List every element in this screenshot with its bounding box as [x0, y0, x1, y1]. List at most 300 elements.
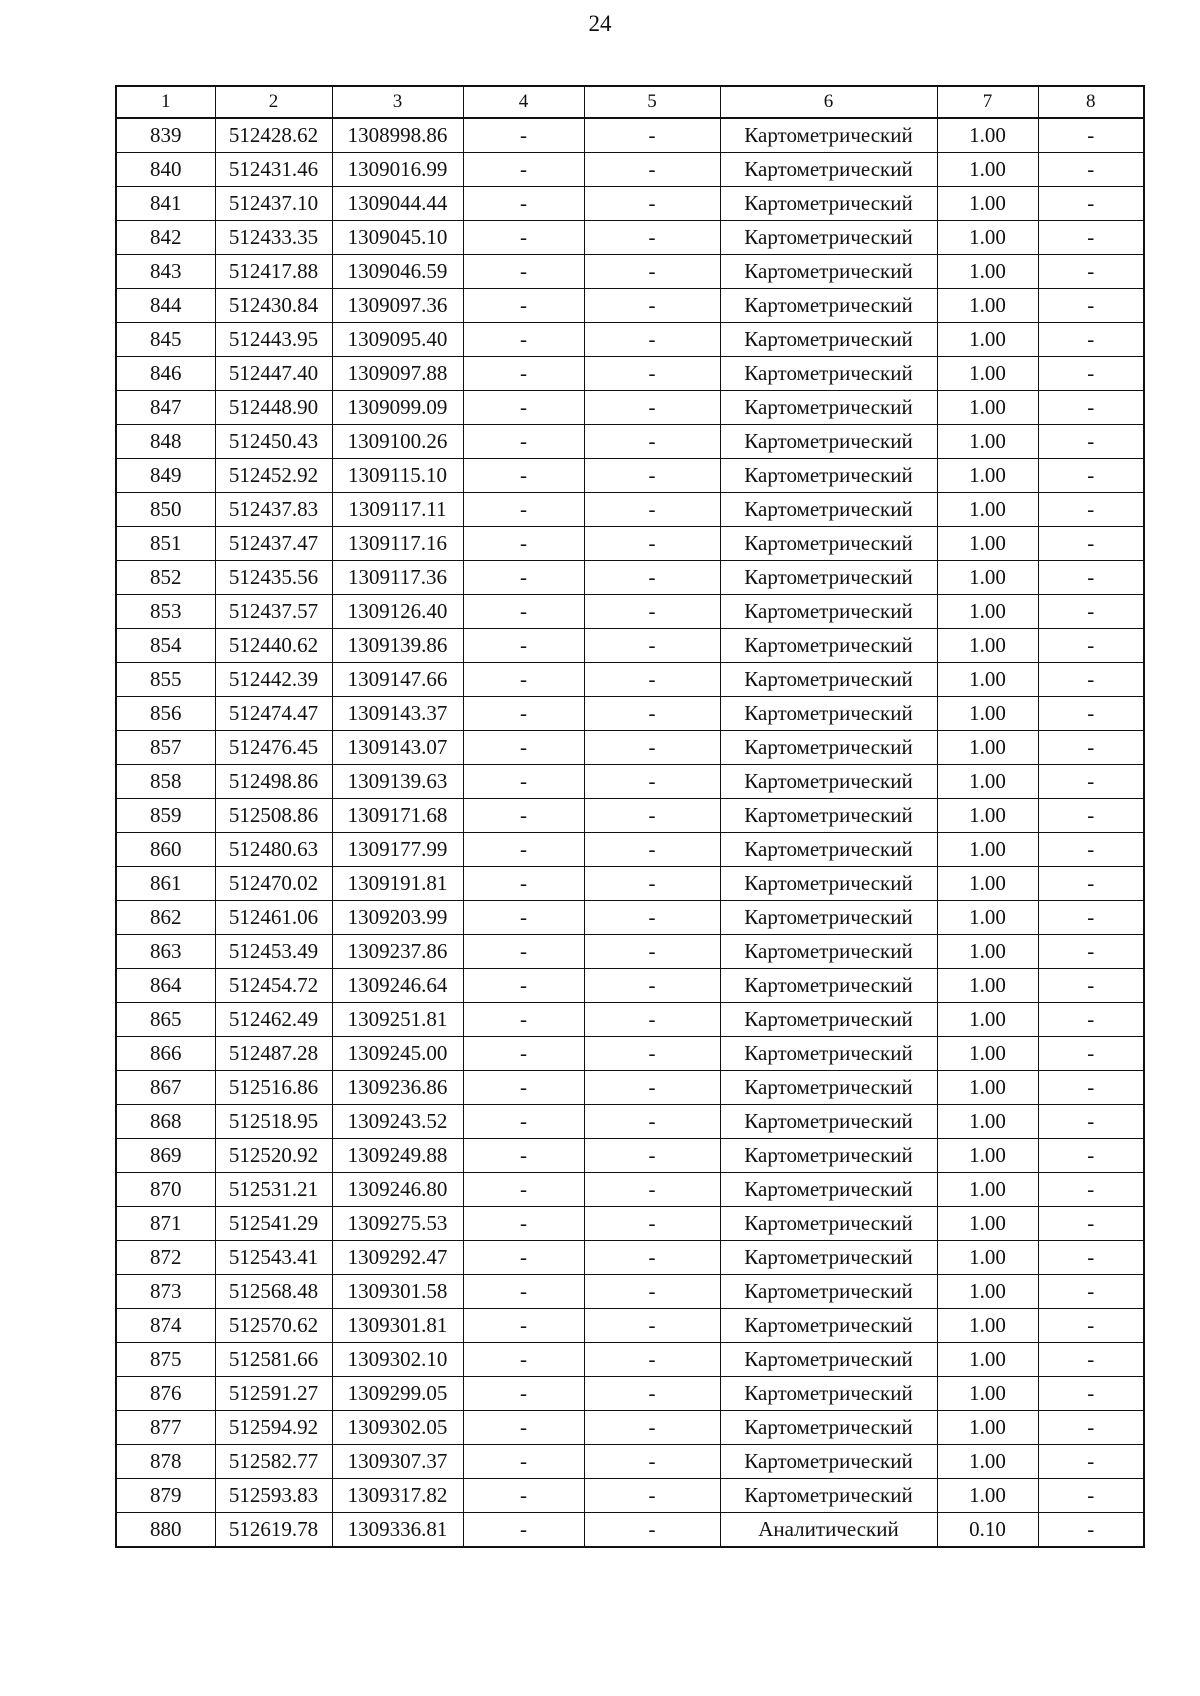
- col4-cell: -: [463, 1445, 584, 1479]
- col5-cell: -: [584, 697, 720, 731]
- col4-cell: -: [463, 697, 584, 731]
- x-coordinate-cell: 512430.84: [215, 289, 332, 323]
- col4-cell: -: [463, 1377, 584, 1411]
- accuracy-cell: 1.00: [937, 357, 1038, 391]
- accuracy-cell: 1.00: [937, 1275, 1038, 1309]
- col4-cell: -: [463, 425, 584, 459]
- point-number-cell: 850: [116, 493, 215, 527]
- point-number-cell: 865: [116, 1003, 215, 1037]
- point-number-cell: 870: [116, 1173, 215, 1207]
- point-number-cell: 862: [116, 901, 215, 935]
- col4-cell: -: [463, 1275, 584, 1309]
- x-coordinate-cell: 512437.47: [215, 527, 332, 561]
- col5-cell: -: [584, 1309, 720, 1343]
- accuracy-cell: 1.00: [937, 425, 1038, 459]
- col5-cell: -: [584, 833, 720, 867]
- point-number-cell: 843: [116, 255, 215, 289]
- x-coordinate-cell: 512543.41: [215, 1241, 332, 1275]
- col5-cell: -: [584, 629, 720, 663]
- y-coordinate-cell: 1309245.00: [332, 1037, 463, 1071]
- table-row: [116, 663, 1144, 697]
- y-coordinate-cell: 1309191.81: [332, 867, 463, 901]
- x-coordinate-cell: 512593.83: [215, 1479, 332, 1513]
- table-row: [116, 425, 1144, 459]
- point-number-cell: 858: [116, 765, 215, 799]
- col5-cell: -: [584, 1411, 720, 1445]
- col4-cell: -: [463, 663, 584, 697]
- table-row: [116, 799, 1144, 833]
- col4-cell: -: [463, 867, 584, 901]
- col8-cell: -: [1038, 765, 1144, 799]
- point-number-cell: 872: [116, 1241, 215, 1275]
- method-cell: Картометрический: [720, 255, 937, 289]
- col4-cell: -: [463, 1003, 584, 1037]
- table-row: [116, 1105, 1144, 1139]
- y-coordinate-cell: 1309115.10: [332, 459, 463, 493]
- col5-cell: -: [584, 425, 720, 459]
- col5-cell: -: [584, 935, 720, 969]
- table-row: [116, 357, 1144, 391]
- col5-cell: -: [584, 153, 720, 187]
- col4-cell: -: [463, 527, 584, 561]
- table-row: [116, 765, 1144, 799]
- accuracy-cell: 1.00: [937, 527, 1038, 561]
- table-row: [116, 118, 1144, 153]
- point-number-cell: 840: [116, 153, 215, 187]
- table-row: [116, 561, 1144, 595]
- col5-cell: -: [584, 459, 720, 493]
- point-number-cell: 878: [116, 1445, 215, 1479]
- point-number-cell: 874: [116, 1309, 215, 1343]
- point-number-cell: 849: [116, 459, 215, 493]
- accuracy-cell: 1.00: [937, 221, 1038, 255]
- table-row: [116, 1037, 1144, 1071]
- y-coordinate-cell: 1309336.81: [332, 1513, 463, 1548]
- y-coordinate-cell: 1309237.86: [332, 935, 463, 969]
- table-row: [116, 629, 1144, 663]
- accuracy-cell: 1.00: [937, 663, 1038, 697]
- col4-cell: -: [463, 255, 584, 289]
- x-coordinate-cell: 512417.88: [215, 255, 332, 289]
- col4-cell: -: [463, 289, 584, 323]
- column-header-8: 8: [1038, 86, 1144, 118]
- col4-cell: -: [463, 118, 584, 153]
- y-coordinate-cell: 1309243.52: [332, 1105, 463, 1139]
- accuracy-cell: 1.00: [937, 493, 1038, 527]
- col5-cell: -: [584, 118, 720, 153]
- col5-cell: -: [584, 799, 720, 833]
- col5-cell: -: [584, 595, 720, 629]
- method-cell: Картометрический: [720, 1241, 937, 1275]
- col5-cell: -: [584, 867, 720, 901]
- table-row: [116, 1411, 1144, 1445]
- table-row: [116, 187, 1144, 221]
- table-row: [116, 595, 1144, 629]
- col8-cell: -: [1038, 391, 1144, 425]
- method-cell: Картометрический: [720, 118, 937, 153]
- accuracy-cell: 1.00: [937, 629, 1038, 663]
- column-header-6: 6: [720, 86, 937, 118]
- point-number-cell: 864: [116, 969, 215, 1003]
- x-coordinate-cell: 512452.92: [215, 459, 332, 493]
- x-coordinate-cell: 512476.45: [215, 731, 332, 765]
- x-coordinate-cell: 512518.95: [215, 1105, 332, 1139]
- table-row: [116, 1275, 1144, 1309]
- accuracy-cell: 1.00: [937, 731, 1038, 765]
- col8-cell: -: [1038, 425, 1144, 459]
- x-coordinate-cell: 512437.10: [215, 187, 332, 221]
- col5-cell: -: [584, 527, 720, 561]
- col4-cell: -: [463, 1037, 584, 1071]
- y-coordinate-cell: 1309117.16: [332, 527, 463, 561]
- accuracy-cell: 1.00: [937, 323, 1038, 357]
- page-number: 24: [588, 11, 612, 36]
- method-cell: Картометрический: [720, 969, 937, 1003]
- x-coordinate-cell: 512568.48: [215, 1275, 332, 1309]
- point-number-cell: 856: [116, 697, 215, 731]
- col8-cell: -: [1038, 221, 1144, 255]
- method-cell: Картометрический: [720, 1139, 937, 1173]
- point-number-cell: 857: [116, 731, 215, 765]
- col8-cell: -: [1038, 1309, 1144, 1343]
- method-cell: Картометрический: [720, 1037, 937, 1071]
- col8-cell: -: [1038, 289, 1144, 323]
- method-cell: Картометрический: [720, 1343, 937, 1377]
- col4-cell: -: [463, 1071, 584, 1105]
- col8-cell: -: [1038, 1241, 1144, 1275]
- col5-cell: -: [584, 1275, 720, 1309]
- x-coordinate-cell: 512487.28: [215, 1037, 332, 1071]
- accuracy-cell: 1.00: [937, 901, 1038, 935]
- method-cell: Картометрический: [720, 867, 937, 901]
- y-coordinate-cell: 1309249.88: [332, 1139, 463, 1173]
- x-coordinate-cell: 512591.27: [215, 1377, 332, 1411]
- x-coordinate-cell: 512448.90: [215, 391, 332, 425]
- point-number-cell: 842: [116, 221, 215, 255]
- method-cell: Картометрический: [720, 1105, 937, 1139]
- method-cell: Картометрический: [720, 697, 937, 731]
- point-number-cell: 841: [116, 187, 215, 221]
- method-cell: Картометрический: [720, 1445, 937, 1479]
- method-cell: Картометрический: [720, 561, 937, 595]
- accuracy-cell: 1.00: [937, 1445, 1038, 1479]
- point-number-cell: 846: [116, 357, 215, 391]
- table-row: [116, 1445, 1144, 1479]
- method-cell: Картометрический: [720, 1275, 937, 1309]
- point-number-cell: 848: [116, 425, 215, 459]
- x-coordinate-cell: 512428.62: [215, 118, 332, 153]
- point-number-cell: 860: [116, 833, 215, 867]
- table-row: [116, 1377, 1144, 1411]
- method-cell: Картометрический: [720, 1411, 937, 1445]
- col8-cell: -: [1038, 1275, 1144, 1309]
- col5-cell: -: [584, 289, 720, 323]
- y-coordinate-cell: 1309236.86: [332, 1071, 463, 1105]
- point-number-cell: 845: [116, 323, 215, 357]
- point-number-cell: 873: [116, 1275, 215, 1309]
- accuracy-cell: 1.00: [937, 833, 1038, 867]
- x-coordinate-cell: 512594.92: [215, 1411, 332, 1445]
- col5-cell: -: [584, 221, 720, 255]
- col4-cell: -: [463, 153, 584, 187]
- x-coordinate-cell: 512453.49: [215, 935, 332, 969]
- col5-cell: -: [584, 1173, 720, 1207]
- table-row: [116, 153, 1144, 187]
- col5-cell: -: [584, 1003, 720, 1037]
- accuracy-cell: 1.00: [937, 1003, 1038, 1037]
- x-coordinate-cell: 512619.78: [215, 1513, 332, 1548]
- x-coordinate-cell: 512570.62: [215, 1309, 332, 1343]
- table-row: [116, 527, 1144, 561]
- table-row: [116, 459, 1144, 493]
- accuracy-cell: 1.00: [937, 1071, 1038, 1105]
- accuracy-cell: 1.00: [937, 935, 1038, 969]
- y-coordinate-cell: 1309099.09: [332, 391, 463, 425]
- y-coordinate-cell: 1309275.53: [332, 1207, 463, 1241]
- point-number-cell: 875: [116, 1343, 215, 1377]
- x-coordinate-cell: 512447.40: [215, 357, 332, 391]
- y-coordinate-cell: 1309143.07: [332, 731, 463, 765]
- col5-cell: -: [584, 187, 720, 221]
- col5-cell: -: [584, 1207, 720, 1241]
- point-number-cell: 859: [116, 799, 215, 833]
- col8-cell: -: [1038, 1139, 1144, 1173]
- col8-cell: -: [1038, 1207, 1144, 1241]
- col8-cell: -: [1038, 527, 1144, 561]
- x-coordinate-cell: 512498.86: [215, 765, 332, 799]
- method-cell: Картометрический: [720, 459, 937, 493]
- table-body: [116, 118, 1144, 1547]
- method-cell: Картометрический: [720, 527, 937, 561]
- method-cell: Картометрический: [720, 629, 937, 663]
- y-coordinate-cell: 1309251.81: [332, 1003, 463, 1037]
- table-row: [116, 1479, 1144, 1513]
- table-row: [116, 391, 1144, 425]
- y-coordinate-cell: 1309302.05: [332, 1411, 463, 1445]
- col8-cell: -: [1038, 1037, 1144, 1071]
- y-coordinate-cell: 1309292.47: [332, 1241, 463, 1275]
- col4-cell: -: [463, 1139, 584, 1173]
- x-coordinate-cell: 512462.49: [215, 1003, 332, 1037]
- col4-cell: -: [463, 1105, 584, 1139]
- method-cell: Картометрический: [720, 425, 937, 459]
- col8-cell: -: [1038, 1105, 1144, 1139]
- method-cell: Картометрический: [720, 323, 937, 357]
- col5-cell: -: [584, 357, 720, 391]
- col8-cell: -: [1038, 1445, 1144, 1479]
- col8-cell: -: [1038, 663, 1144, 697]
- point-number-cell: 869: [116, 1139, 215, 1173]
- accuracy-cell: 1.00: [937, 799, 1038, 833]
- col5-cell: -: [584, 901, 720, 935]
- accuracy-cell: 1.00: [937, 459, 1038, 493]
- method-cell: Картометрический: [720, 187, 937, 221]
- accuracy-cell: 1.00: [937, 1105, 1038, 1139]
- accuracy-cell: 1.00: [937, 1173, 1038, 1207]
- col8-cell: -: [1038, 459, 1144, 493]
- col5-cell: -: [584, 1445, 720, 1479]
- y-coordinate-cell: 1309044.44: [332, 187, 463, 221]
- y-coordinate-cell: 1309097.36: [332, 289, 463, 323]
- col8-cell: -: [1038, 1479, 1144, 1513]
- x-coordinate-cell: 512443.95: [215, 323, 332, 357]
- col5-cell: -: [584, 1343, 720, 1377]
- accuracy-cell: 1.00: [937, 153, 1038, 187]
- method-cell: Картометрический: [720, 153, 937, 187]
- method-cell: Картометрический: [720, 493, 937, 527]
- point-number-cell: 844: [116, 289, 215, 323]
- point-number-cell: 868: [116, 1105, 215, 1139]
- method-cell: Картометрический: [720, 799, 937, 833]
- method-cell: Картометрический: [720, 221, 937, 255]
- accuracy-cell: 1.00: [937, 1207, 1038, 1241]
- col4-cell: -: [463, 1309, 584, 1343]
- x-coordinate-cell: 512520.92: [215, 1139, 332, 1173]
- col4-cell: -: [463, 391, 584, 425]
- method-cell: Картометрический: [720, 391, 937, 425]
- y-coordinate-cell: 1309143.37: [332, 697, 463, 731]
- x-coordinate-cell: 512440.62: [215, 629, 332, 663]
- y-coordinate-cell: 1309016.99: [332, 153, 463, 187]
- table-row: [116, 697, 1144, 731]
- table-row: [116, 1071, 1144, 1105]
- method-cell: Картометрический: [720, 1071, 937, 1105]
- col5-cell: -: [584, 493, 720, 527]
- col4-cell: -: [463, 595, 584, 629]
- col4-cell: -: [463, 1343, 584, 1377]
- col5-cell: -: [584, 1513, 720, 1548]
- x-coordinate-cell: 512461.06: [215, 901, 332, 935]
- method-cell: Картометрический: [720, 1377, 937, 1411]
- y-coordinate-cell: 1309100.26: [332, 425, 463, 459]
- x-coordinate-cell: 512437.83: [215, 493, 332, 527]
- method-cell: Картометрический: [720, 935, 937, 969]
- col4-cell: -: [463, 901, 584, 935]
- y-coordinate-cell: 1309117.11: [332, 493, 463, 527]
- y-coordinate-cell: 1309302.10: [332, 1343, 463, 1377]
- method-cell: Картометрический: [720, 289, 937, 323]
- col4-cell: -: [463, 731, 584, 765]
- col5-cell: -: [584, 765, 720, 799]
- col8-cell: -: [1038, 731, 1144, 765]
- y-coordinate-cell: 1309301.81: [332, 1309, 463, 1343]
- point-number-cell: 880: [116, 1513, 215, 1548]
- accuracy-cell: 1.00: [937, 1037, 1038, 1071]
- column-header-2: 2: [215, 86, 332, 118]
- x-coordinate-cell: 512508.86: [215, 799, 332, 833]
- col4-cell: -: [463, 765, 584, 799]
- col8-cell: -: [1038, 1173, 1144, 1207]
- col4-cell: -: [463, 221, 584, 255]
- accuracy-cell: 1.00: [937, 255, 1038, 289]
- y-coordinate-cell: 1309299.05: [332, 1377, 463, 1411]
- table-header-row: [116, 86, 1144, 118]
- y-coordinate-cell: 1309317.82: [332, 1479, 463, 1513]
- accuracy-cell: 1.00: [937, 765, 1038, 799]
- col8-cell: -: [1038, 1377, 1144, 1411]
- method-cell: Картометрический: [720, 595, 937, 629]
- table-row: [116, 1003, 1144, 1037]
- col4-cell: -: [463, 833, 584, 867]
- col5-cell: -: [584, 255, 720, 289]
- method-cell: Аналитический: [720, 1513, 937, 1548]
- accuracy-cell: 1.00: [937, 289, 1038, 323]
- x-coordinate-cell: 512435.56: [215, 561, 332, 595]
- point-number-cell: 867: [116, 1071, 215, 1105]
- col4-cell: -: [463, 1241, 584, 1275]
- accuracy-cell: 1.00: [937, 595, 1038, 629]
- table-row: [116, 867, 1144, 901]
- col5-cell: -: [584, 731, 720, 765]
- y-coordinate-cell: 1309301.58: [332, 1275, 463, 1309]
- method-cell: Картометрический: [720, 901, 937, 935]
- col4-cell: -: [463, 799, 584, 833]
- col4-cell: -: [463, 935, 584, 969]
- col8-cell: -: [1038, 187, 1144, 221]
- col4-cell: -: [463, 323, 584, 357]
- table-row: [116, 901, 1144, 935]
- col8-cell: -: [1038, 561, 1144, 595]
- point-number-cell: 866: [116, 1037, 215, 1071]
- point-number-cell: 863: [116, 935, 215, 969]
- col4-cell: -: [463, 459, 584, 493]
- y-coordinate-cell: 1309095.40: [332, 323, 463, 357]
- method-cell: Картометрический: [720, 1173, 937, 1207]
- x-coordinate-cell: 512433.35: [215, 221, 332, 255]
- col4-cell: -: [463, 187, 584, 221]
- col8-cell: -: [1038, 833, 1144, 867]
- x-coordinate-cell: 512581.66: [215, 1343, 332, 1377]
- col5-cell: -: [584, 1139, 720, 1173]
- column-header-4: 4: [463, 86, 584, 118]
- table-row: [116, 1343, 1144, 1377]
- col8-cell: -: [1038, 1003, 1144, 1037]
- col5-cell: -: [584, 1071, 720, 1105]
- table-row: [116, 221, 1144, 255]
- y-coordinate-cell: 1309046.59: [332, 255, 463, 289]
- col8-cell: -: [1038, 118, 1144, 153]
- col8-cell: -: [1038, 697, 1144, 731]
- column-header-7: 7: [937, 86, 1038, 118]
- y-coordinate-cell: 1309126.40: [332, 595, 463, 629]
- method-cell: Картометрический: [720, 663, 937, 697]
- x-coordinate-cell: 512450.43: [215, 425, 332, 459]
- point-number-cell: 839: [116, 118, 215, 153]
- method-cell: Картометрический: [720, 765, 937, 799]
- col8-cell: -: [1038, 255, 1144, 289]
- x-coordinate-cell: 512454.72: [215, 969, 332, 1003]
- point-number-cell: 879: [116, 1479, 215, 1513]
- accuracy-cell: 1.00: [937, 391, 1038, 425]
- x-coordinate-cell: 512431.46: [215, 153, 332, 187]
- col5-cell: -: [584, 663, 720, 697]
- col8-cell: -: [1038, 867, 1144, 901]
- table-row: [116, 1173, 1144, 1207]
- col5-cell: -: [584, 969, 720, 1003]
- col4-cell: -: [463, 1513, 584, 1548]
- col8-cell: -: [1038, 153, 1144, 187]
- col8-cell: -: [1038, 1343, 1144, 1377]
- table-row: [116, 1241, 1144, 1275]
- accuracy-cell: 1.00: [937, 1309, 1038, 1343]
- method-cell: Картометрический: [720, 731, 937, 765]
- col5-cell: -: [584, 1377, 720, 1411]
- method-cell: Картометрический: [720, 1003, 937, 1037]
- col4-cell: -: [463, 1411, 584, 1445]
- accuracy-cell: 1.00: [937, 969, 1038, 1003]
- point-number-cell: 876: [116, 1377, 215, 1411]
- column-header-3: 3: [332, 86, 463, 118]
